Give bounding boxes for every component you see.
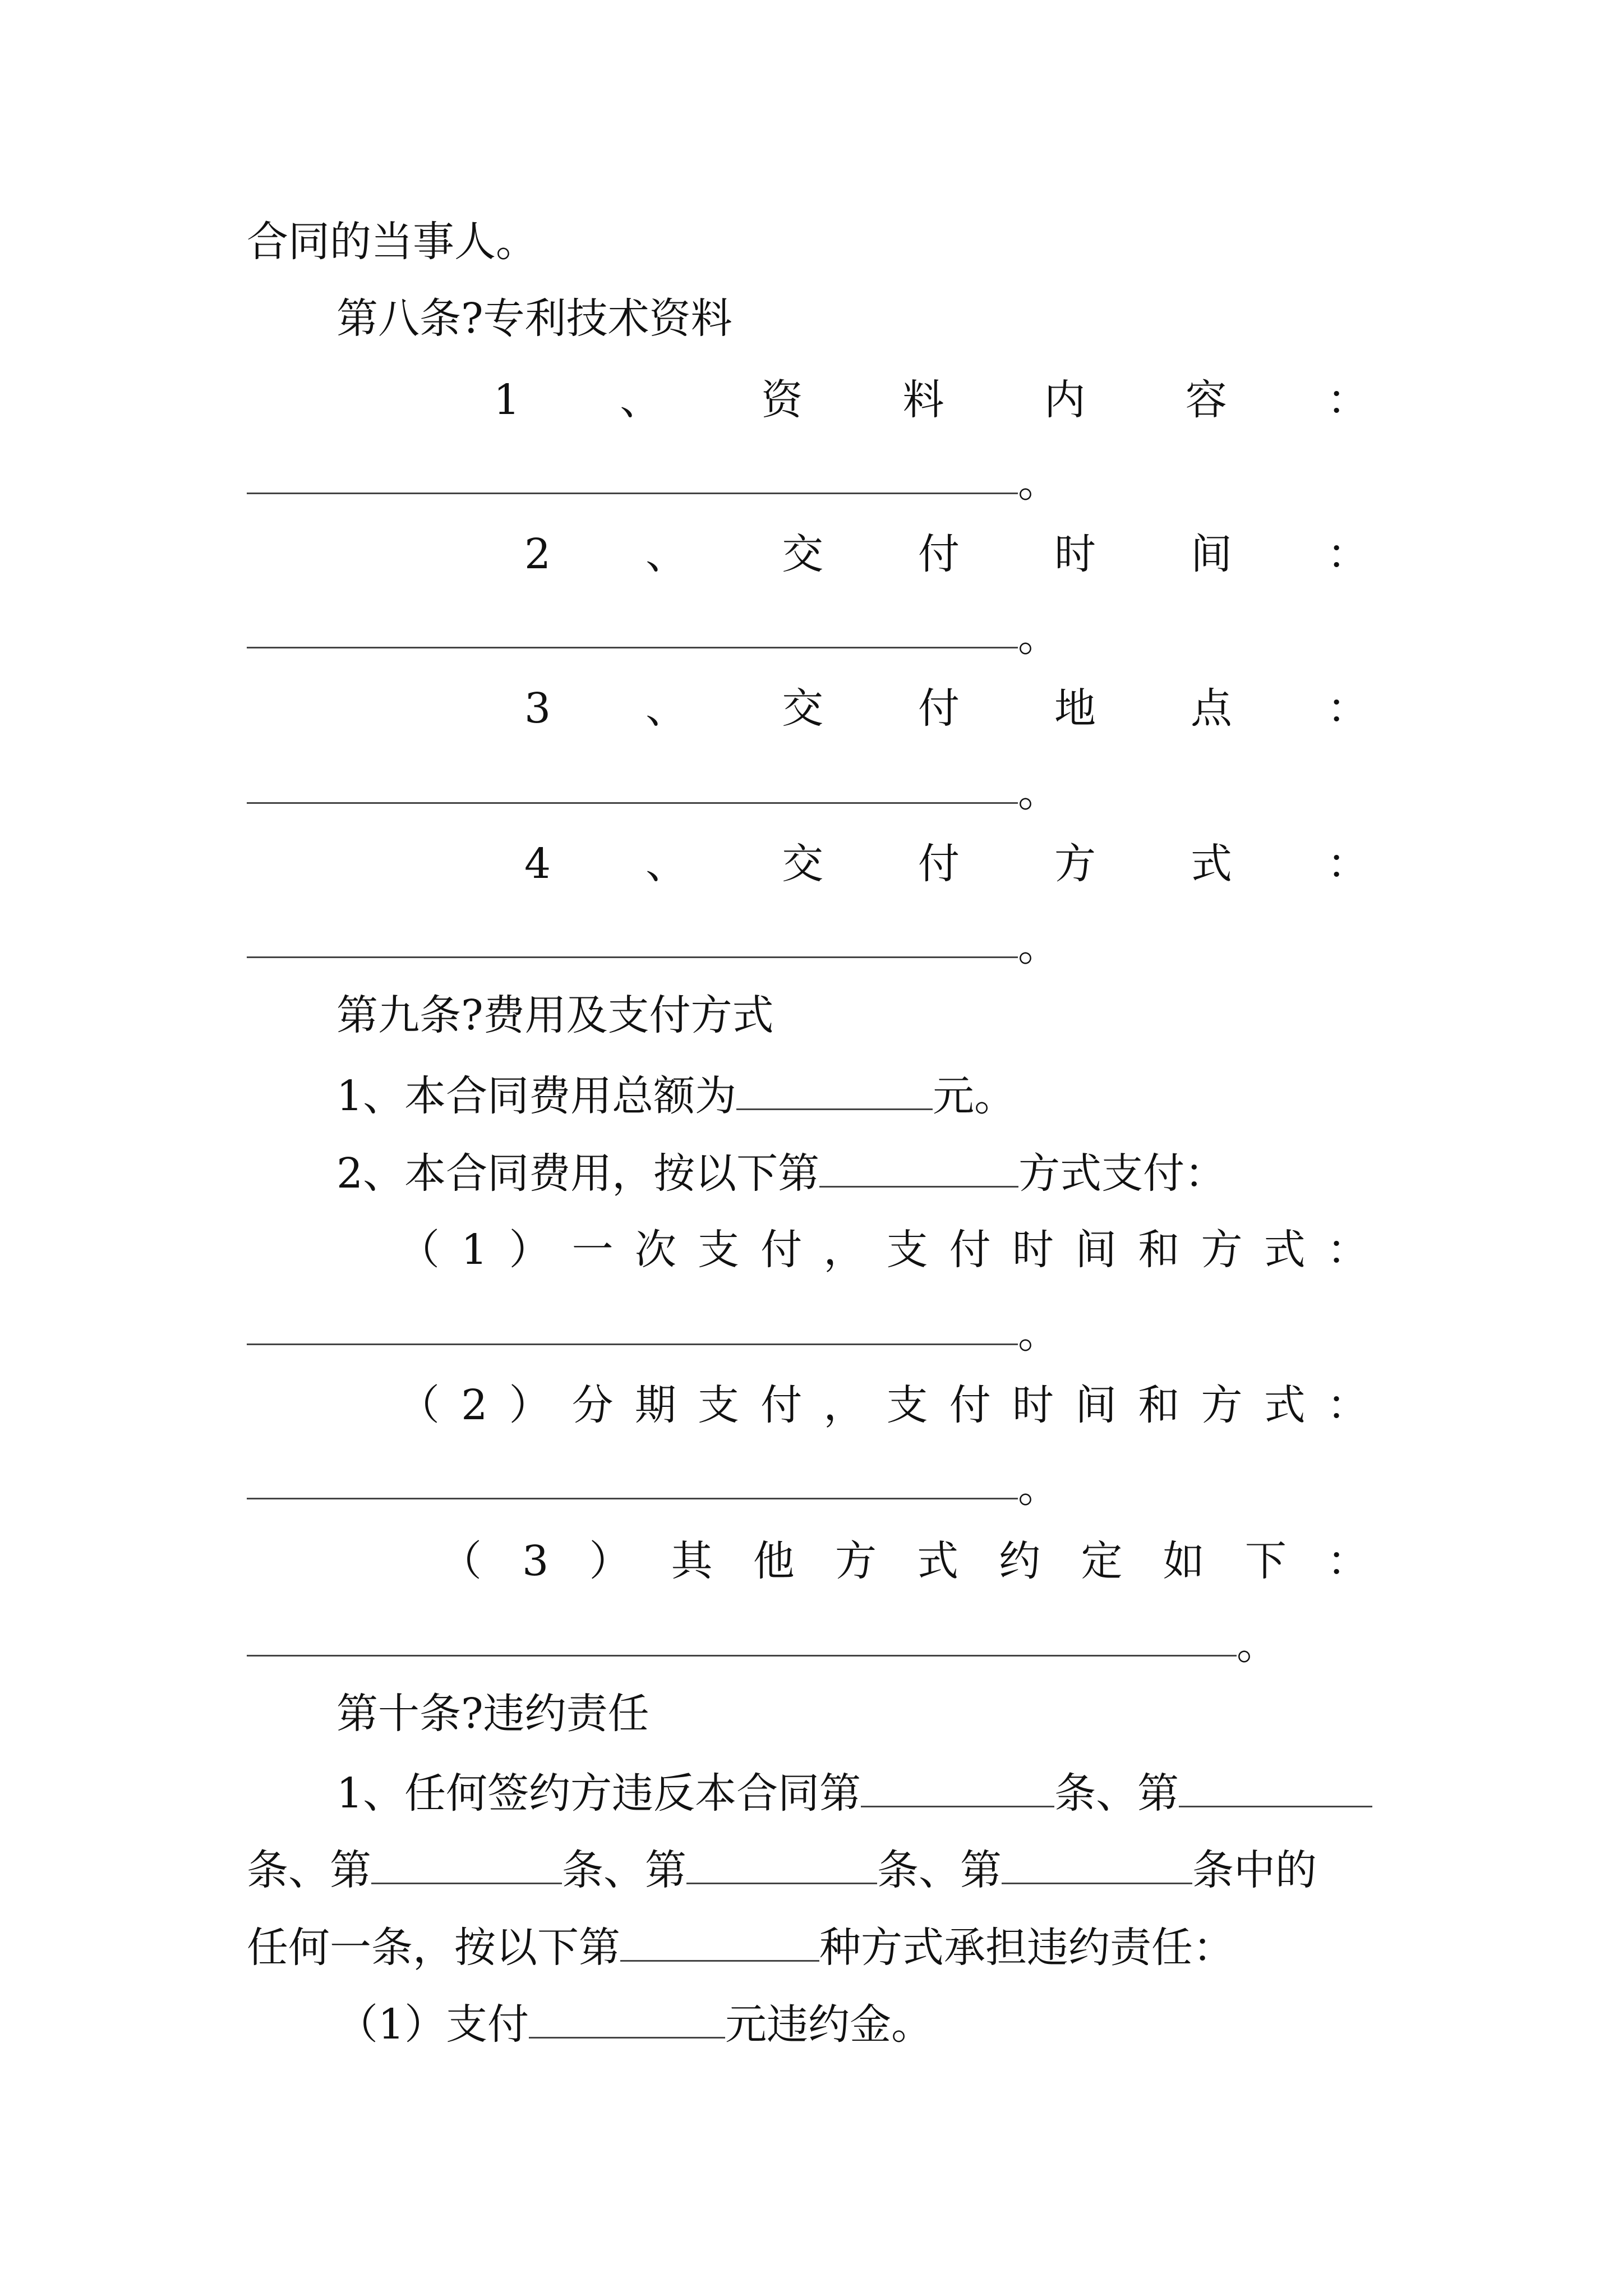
period: 。 — [1018, 1464, 1059, 1512]
article-9-option-1: （ 1 ） 一 次 支 付 ， 支 付 时 间 和 方 式 ： — [398, 1226, 1368, 1274]
blank-line — [620, 1917, 819, 1962]
article-10-item-1-cont: 条、第 条、第 条、第 条中的 — [247, 1840, 1317, 1896]
article-9-option-2: （ 2 ） 分 期 支 付 ， 支 付 时 间 和 方 式 ： — [398, 1381, 1368, 1429]
blank-line — [819, 1143, 1018, 1188]
period: 。 — [1018, 768, 1059, 816]
article-8-item-2: 2 、 交 付 时 间 ： — [524, 530, 1368, 578]
blank-line — [529, 1994, 725, 2039]
article-10-item-1-cont2: 任何一条，按以下第 种方式承担违约责任： — [247, 1917, 1234, 1973]
article-9-title: 第九条?费用及支付方式 — [336, 991, 774, 1039]
period: 。 — [1018, 1309, 1059, 1358]
blank-line — [686, 1840, 877, 1884]
article-10-option-1: （1）支付 元违约金。 — [336, 1994, 933, 2050]
article-9-item-1: 1、本合同费用总额为 元。 — [336, 1066, 1016, 1122]
text-line: 合同的当事人。 — [247, 218, 537, 266]
article-8-item-3: 3 、 交 付 地 点 ： — [524, 684, 1368, 733]
article-8-item-4: 4 、 交 付 方 式 ： — [524, 840, 1368, 888]
blank-line — [247, 956, 1018, 958]
period: 。 — [1237, 1621, 1278, 1669]
article-9-item-2: 2、本合同费用，按以下第 方式支付： — [336, 1143, 1226, 1199]
blank-line — [1002, 1840, 1192, 1884]
blank-line — [371, 1840, 562, 1884]
blank-line — [861, 1763, 1054, 1807]
blank-line — [247, 493, 1018, 494]
blank-line — [247, 1343, 1018, 1345]
period: 。 — [1018, 922, 1059, 970]
article-8-title: 第八条?专利技术资料 — [336, 295, 732, 343]
period: 。 — [1018, 613, 1059, 661]
blank-line — [247, 802, 1018, 804]
blank-line — [736, 1066, 933, 1110]
blank-line — [247, 1498, 1018, 1499]
article-8-item-1: 1 、 资 料 内 容 ： — [494, 376, 1368, 424]
period: 。 — [1018, 458, 1059, 507]
article-10-title: 第十条?违约责任 — [336, 1690, 649, 1738]
blank-line — [247, 647, 1018, 648]
blank-line — [247, 1655, 1237, 1657]
article-9-option-3: （ 3 ） 其 他 方 式 约 定 如 下 ： — [440, 1537, 1368, 1585]
blank-line — [1179, 1763, 1372, 1807]
article-10-item-1: 1、任何签约方违反本合同第 条、第 — [336, 1763, 1372, 1819]
